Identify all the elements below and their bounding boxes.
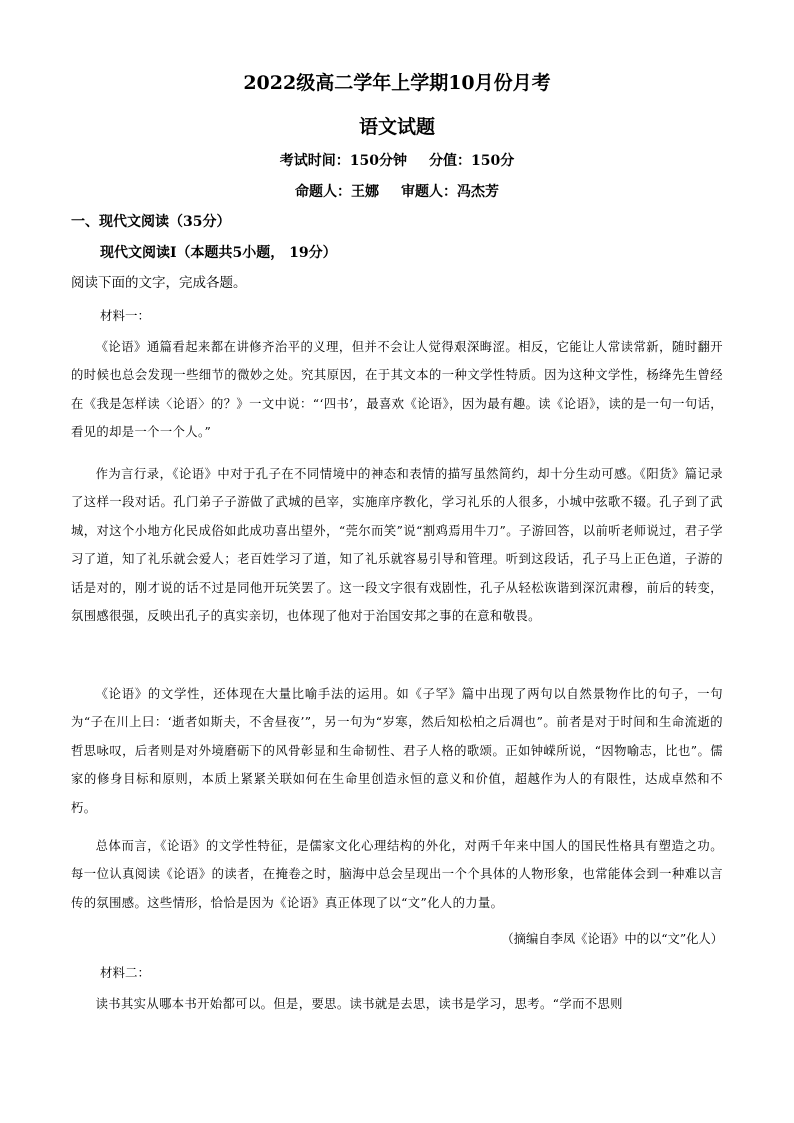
question-setter: 命题人：王娜 xyxy=(295,184,379,200)
exam-time: 考试时间：150分钟 xyxy=(279,153,407,169)
exam-main-title: 2022级高二学年上学期10月份月考 xyxy=(243,72,551,94)
material-one-paragraph-3: 《论语》的文学性，还体现在大量比喻手法的运用。如《子罕》篇中出现了两句以自然景物作比的句子，一句为“子在川上曰：‘逝者如斯夫，不舍昼夜’”，另一句为“岁寒，然后知松柏之后凋也”。前者是对于时间和生命流逝的哲思咏叹，后者则是对外境磨砺下的风骨彰显和生命韧性、君子人格的歌颂。正如钟嵘所说，“因物喻志，比也”。儒家的修身目标和原则，本质上紧紧关联如何在生命里创造永恒的意义和价值，超越作为人的有限性，达成卓然和不朽。 xyxy=(71,687,724,815)
material-two-label: 材料二： xyxy=(100,965,151,980)
exam-info-line xyxy=(0,151,794,171)
question-reviewer: 审题人：冯杰芳 xyxy=(401,184,499,200)
material-one-label: 材料一： xyxy=(100,308,151,323)
material-one-paragraph-1: 《论语》通篇看起来都在讲修齐治平的义理，但并不会让人觉得艰深晦涩。相反，它能让人常读常新，随时翻开的时候也总会发现一些细节的微妙之处。究其原因，在于其文本的一种文学性特质。因为这种文学性，杨绛先生曾经在《我是怎样读〈论语〉的？》一文中说：“‘四书’，最喜欢《论语》，因为最有趣。读《论语》，读的是一句一句话，看见的却是一个一个人。” xyxy=(71,340,723,440)
material-one-source: （摘编自李凤《论语》中的以“文”化人） xyxy=(501,932,723,946)
authors-line xyxy=(0,182,794,202)
material-two-paragraph-1: 读书其实从哪本书开始都可以。但是，要思。读书就是去思，读书是学习，思考。“学而不思则 xyxy=(95,997,623,1011)
subject-title: 语文试题 xyxy=(358,116,435,138)
material-one-paragraph-2: 作为言行录，《论语》中对于孔子在不同情境中的神态和表情的描写虽然简约，却十分生动可感。《阳货》篇记录了这样一段对话。孔门弟子子游做了武城的邑宰，实施庠序教化，学习礼乐的人很多，小城中弦歌不辍。孔子到了武城，对这个小地方化民成俗如此成功喜出望外，“莞尔而笑”说“割鸡焉用牛刀”。子游回答，以前听老师说过，君子学习了道，知了礼乐就会爱人；老百姓学习了道，知了礼乐就容易引导和管理。听到这段话，孔子马上正色道，子游的话是对的，刚才说的话不过是同他开玩笑罢了。这一段文字很有戏剧性，孔子从轻松诙谐到深沉肃穆，前后的转变，氛围感很强，反映出孔子的真实亲切，也体现了他对于治国安邦之事的在意和敬畏。 xyxy=(71,467,723,624)
material-one-paragraph-4: 总体而言，《论语》的文学性特征，是儒家文化心理结构的外化，对两千年来中国人的国民性格具有塑造之功。每一位认真阅读《论语》的读者，在掩卷之时，脑海中总会呈现出一个个具体的人物形象，也常能体会到一种难以言传的氛围感。这些情形，恰恰是因为《论语》真正体现了以“文”化人的力量。 xyxy=(71,839,723,910)
exam-score: 分值：150分 xyxy=(429,153,515,169)
reading-instruction: 阅读下面的文字，完成各题。 xyxy=(71,275,247,291)
section-heading: 一、现代文阅读（35分） xyxy=(71,214,231,230)
subsection-heading: 现代文阅读Ⅰ（本题共5小题， 19分） xyxy=(100,245,337,261)
